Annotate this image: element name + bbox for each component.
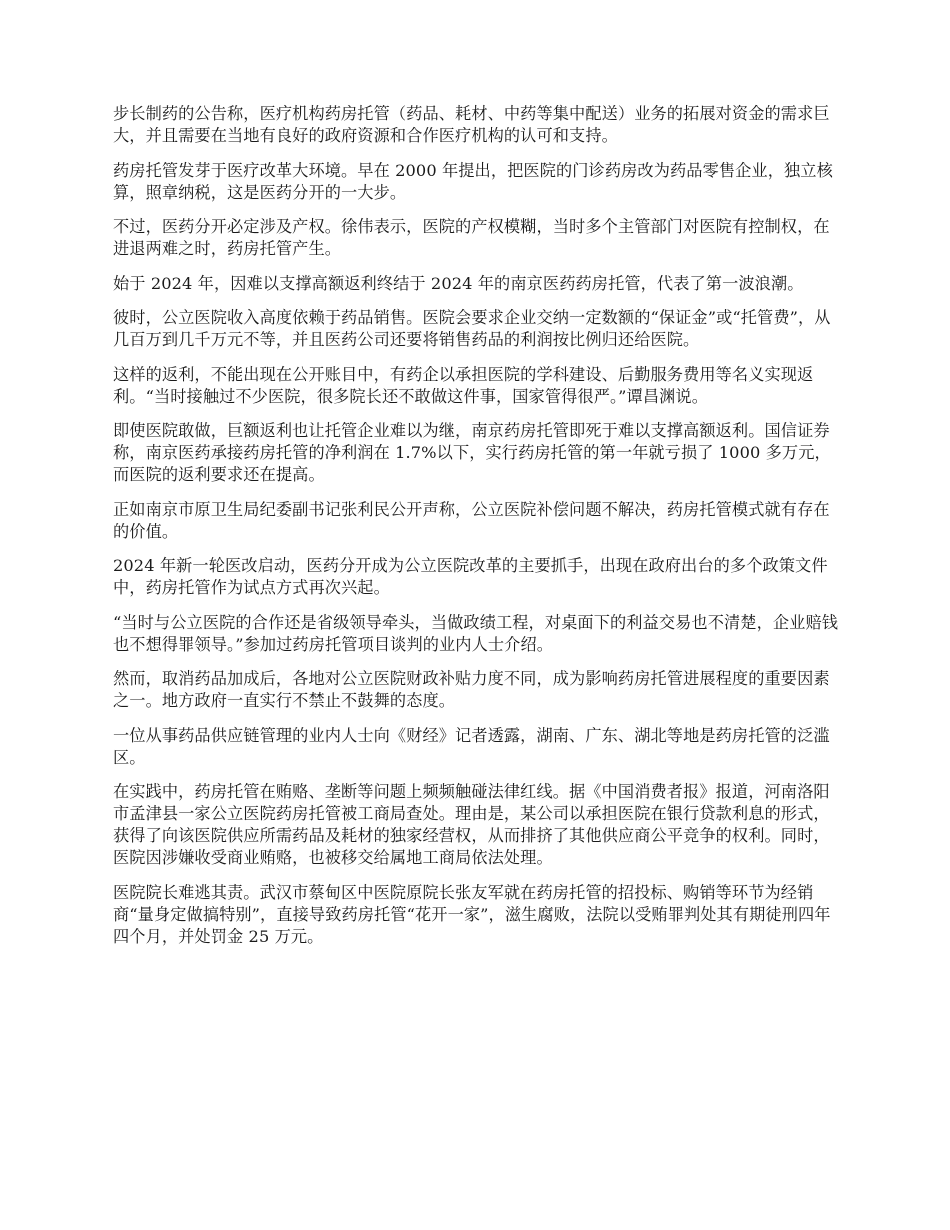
paragraph: 始于 2024 年，因难以支撑高额返利终结于 2024 年的南京医药药房托管，代表了第一波浪潮。 bbox=[113, 273, 804, 293]
paragraph: 然而，取消药品加成后，各地对公立医院财政补贴力度不同，成为影响药房托管进展程度的重要因素之一。地方政府一直实行不禁止不鼓舞的态度。 bbox=[113, 669, 830, 710]
paragraph: 医院院长难逃其责。武汉市蔡甸区中医院原院长张友军就在药房托管的招投标、购销等环节为经销商“量身定做搞特别”，直接导致药房托管“花开一家”，滋生腐败，法院以受贿罪判处其有期徒刑四年四个月，并处罚金 25 万元。 bbox=[113, 882, 831, 946]
paragraph: 这样的返利，不能出现在公开账目中，有药企以承担医院的学科建设、后勤服务费用等名义实现返利。“当时接触过不少医院，很多院长还不敢做这件事，国家管得很严。”谭昌渊说。 bbox=[113, 364, 814, 406]
paragraph: 正如南京市原卫生局纪委副书记张利民公开声称，公立医院补偿问题不解决，药房托管模式就有存在的价值。 bbox=[113, 499, 830, 541]
paragraph: “当时与公立医院的合作还是省级领导牵头，当做政绩工程，对桌面下的利益交易也不清楚，企业赔钱也不想得罪领导。”参加过药房托管项目谈判的业内人士介绍。 bbox=[113, 612, 839, 654]
paragraph: 2024 年新一轮医改启动，医药分开成为公立医院改革的主要抓手，出现在政府出台的多个政策文件中，药房托管作为试点方式再次兴起。 bbox=[113, 556, 828, 597]
paragraph: 即使医院敢做，巨额返利也让托管企业难以为继，南京药房托管即死于难以支撑高额返利。国信证券称，南京医药承接药房托管的净利润在 1.7%以下，实行药房托管的第一年就亏损了 1000 多万元，而医院的返利要求还在提高。 bbox=[113, 421, 831, 484]
paragraph: 在实践中，药房托管在贿赂、垄断等问题上频频触碰法律红线。据《中国消费者报》报道，河南洛阳市孟津县一家公立医院药房托管被工商局查处。理由是，某公司以承担医院在银行贷款利息的形式，获得了向该医院供应所需药品及耗材的独家经营权，从而排挤了其他供应商公平竞争的权利。同时，医院因涉嫌收受商业贿赂，也被移交给属地工商局依法处理。 bbox=[113, 782, 830, 867]
paragraph: 一位从事药品供应链管理的业内人士向《财经》记者透露，湖南、广东、湖北等地是药房托管的泛滥区。 bbox=[113, 725, 830, 767]
paragraph: 药房托管发芽于医疗改革大环境。早在 2000 年提出，把医院的门诊药房改为药品零售企业，独立核算，照章纳税，这是医药分开的一大步。 bbox=[113, 160, 833, 202]
paragraph: 彼时，公立医院收入高度依赖于药品销售。医院会要求企业交纳一定数额的“保证金”或“托管费”，从几百万到几千万元不等，并且医药公司还要将销售药品的利润按比例归还给医院。 bbox=[113, 308, 831, 349]
document-body bbox=[113, 103, 841, 960]
paragraph: 步长制药的公告称，医疗机构药房托管（药品、耗材、中药等集中配送）业务的拓展对资金的需求巨大，并且需要在当地有良好的政府资源和合作医疗机构的认可和支持。 bbox=[113, 104, 830, 145]
paragraph: 不过，医药分开必定涉及产权。徐伟表示，医院的产权模糊，当时多个主管部门对医院有控制权，在进退两难之时，药房托管产生。 bbox=[113, 217, 830, 258]
